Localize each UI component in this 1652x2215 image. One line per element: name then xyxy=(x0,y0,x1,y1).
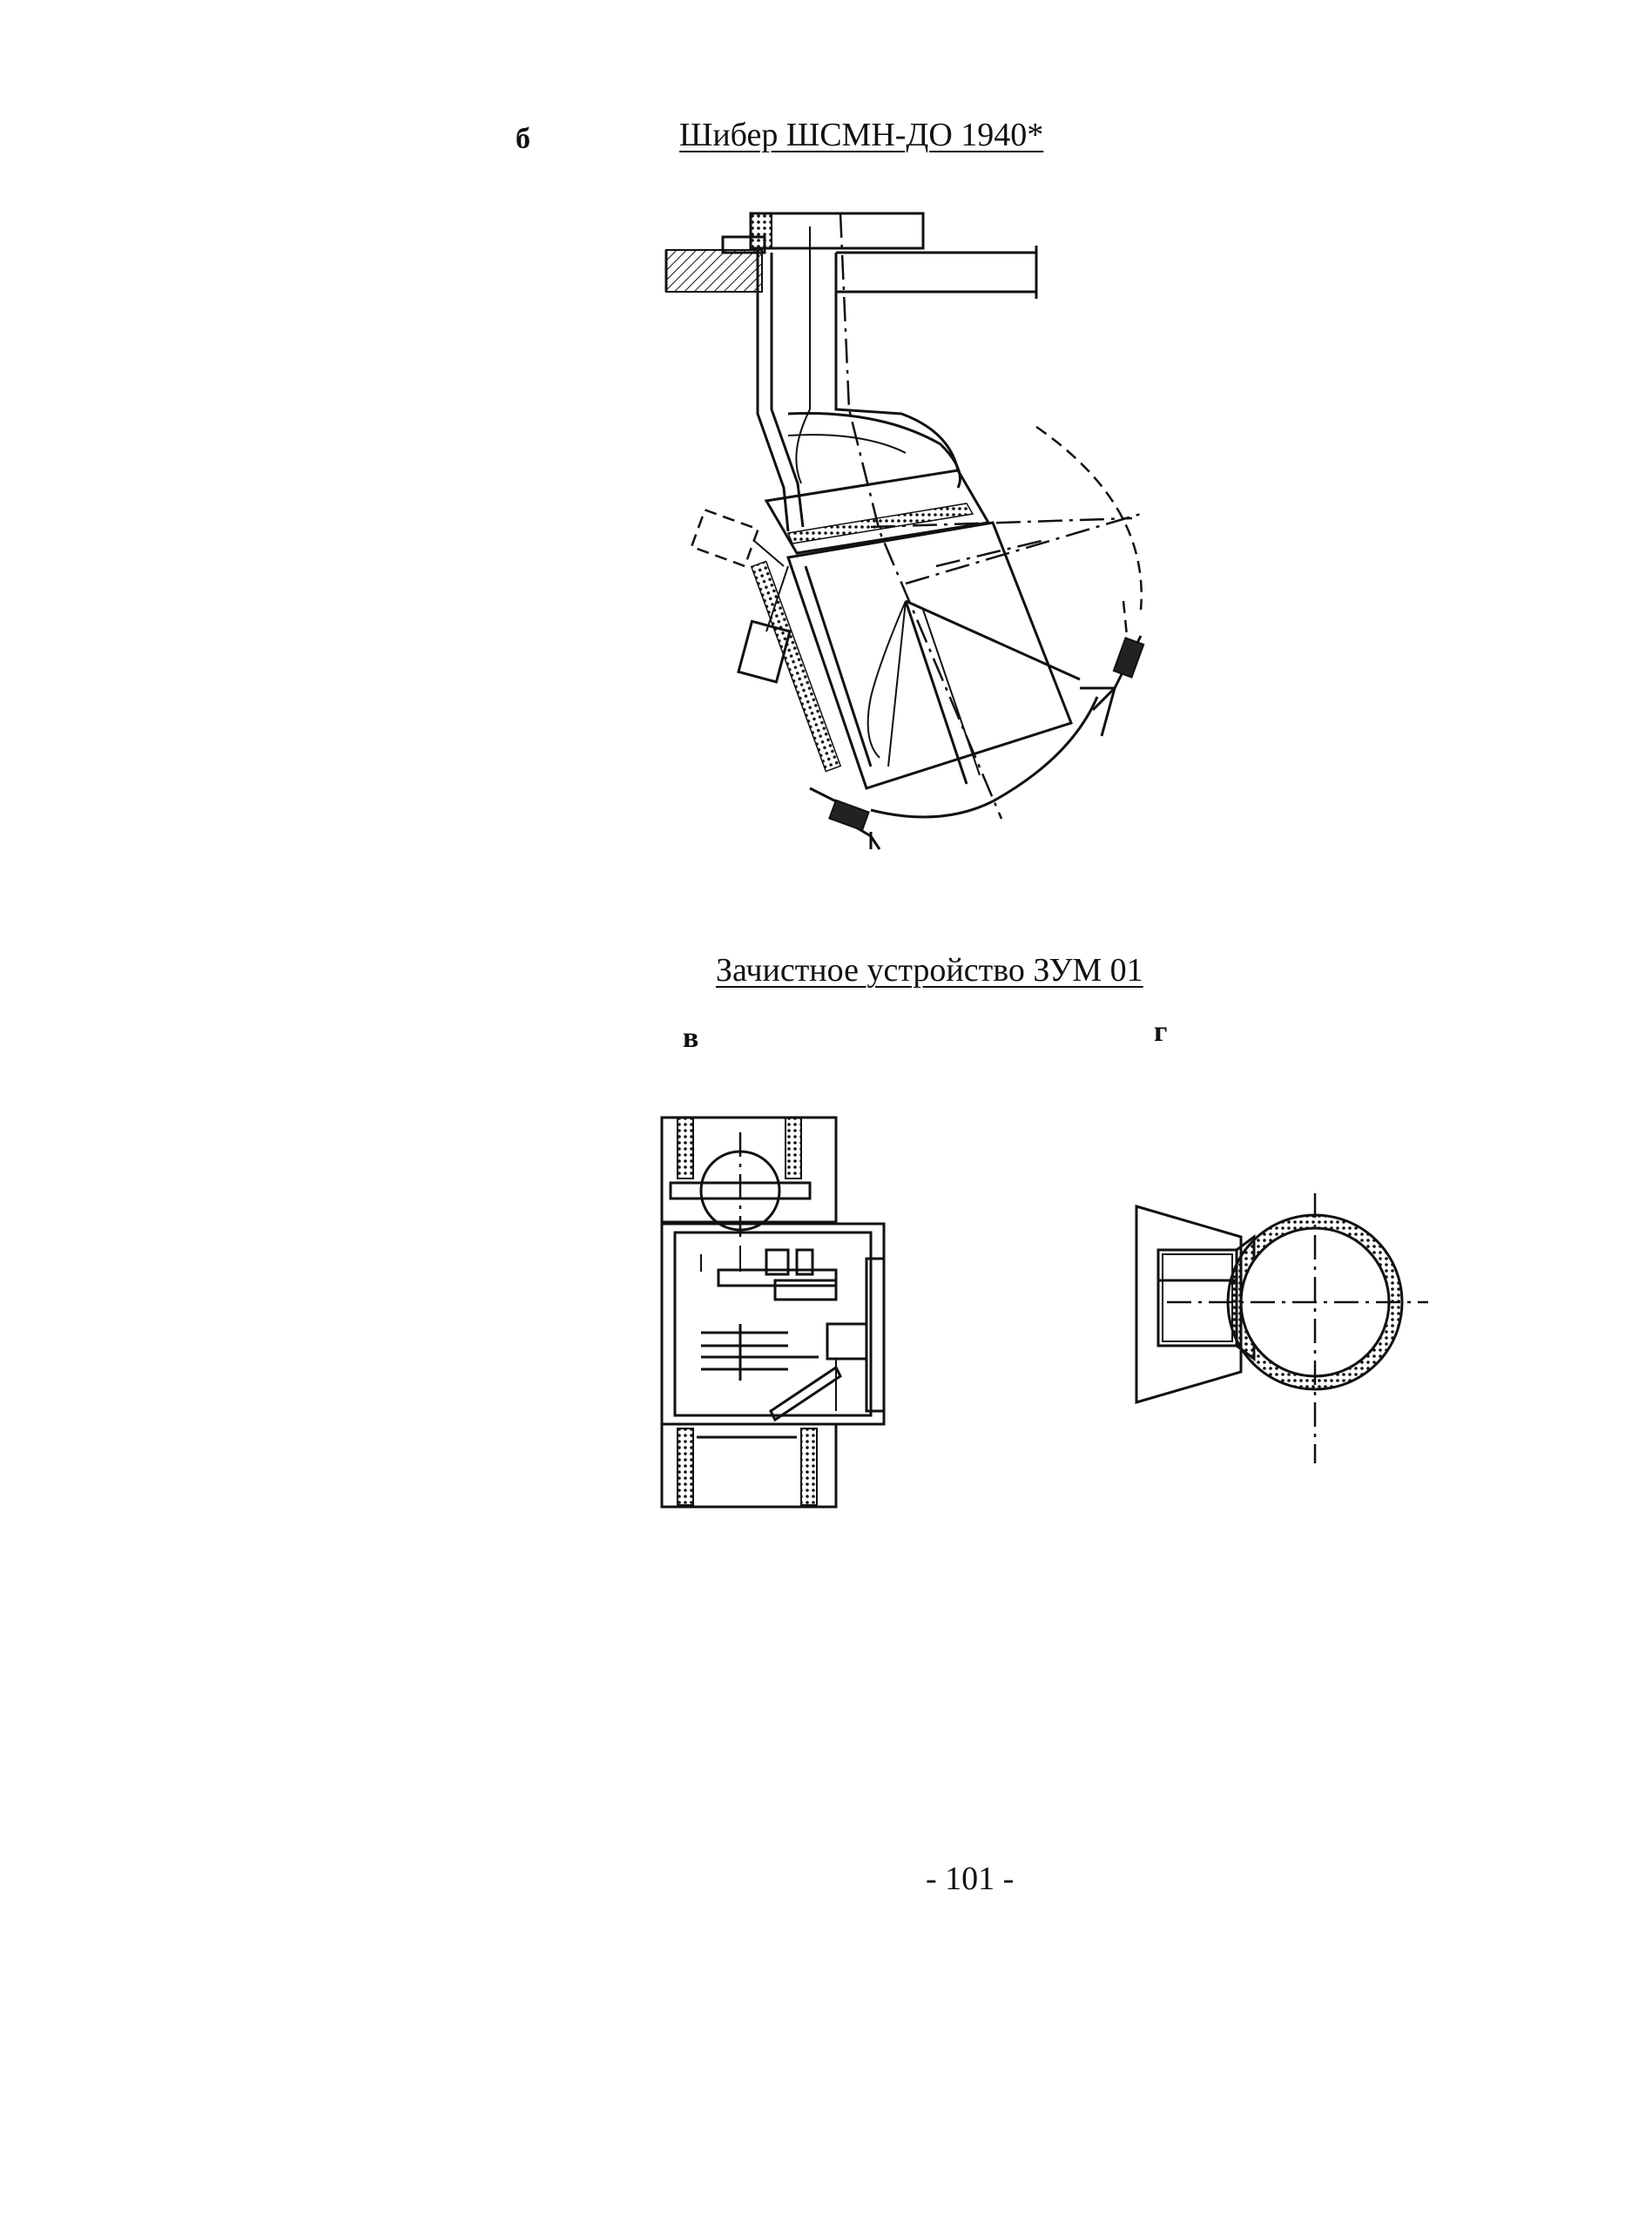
gate-valve-figure xyxy=(666,213,1143,849)
page-number: - 101 - xyxy=(926,1860,1015,1897)
gate-valve-caption: Шибер ШСМН-ДО 1940* xyxy=(679,117,1044,153)
cleaning-device-side-view xyxy=(1136,1193,1428,1463)
figure-letter-g: г xyxy=(1154,1016,1168,1048)
cleaning-device-caption: Зачистное устройство ЗУМ 01 xyxy=(716,952,1143,989)
figure-letter-v: в xyxy=(683,1022,699,1054)
figure-letter-b: б xyxy=(516,123,530,155)
cleaning-device-front-view xyxy=(662,1118,884,1507)
